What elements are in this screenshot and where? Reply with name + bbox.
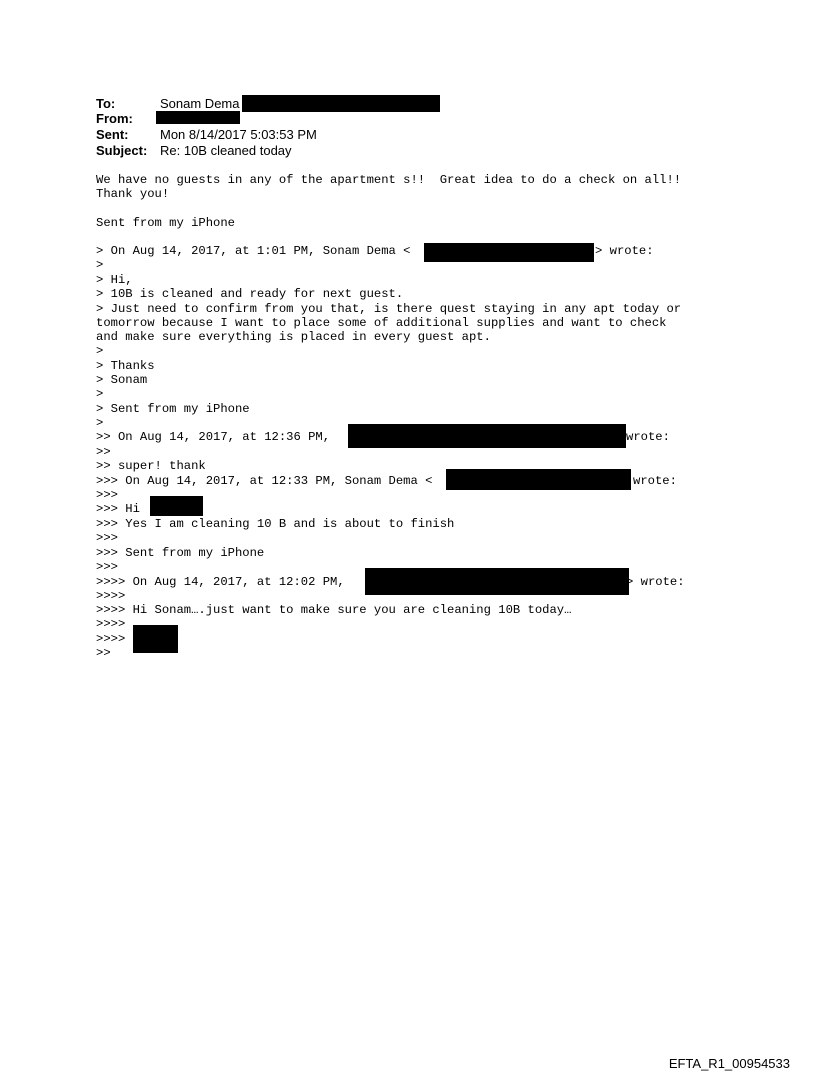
wrote-text: wrote: [626,430,670,444]
body-line: >>>> [96,632,126,646]
wrote-text: > wrote: [626,575,685,589]
body-line: >>> On Aug 14, 2017, at 12:33 PM, Sonam Dema < [96,474,433,488]
body-line: We have no guests in any of the apartment s!! Great idea to do a check on all!! [96,173,682,187]
body-line: > 10B is cleaned and ready for next guest. [96,287,404,301]
body-line: > [96,344,104,358]
redaction-from-name [156,111,240,124]
body-line: and make sure everything is placed in every guest apt. [96,330,491,344]
body-line: > [96,387,104,401]
redaction-email-1 [424,243,594,262]
body-line: >>>> [96,617,126,631]
body-line: >> super! thank [96,459,206,473]
body-line: >>> Yes I am cleaning 10 B and is about to finish [96,517,455,531]
body-line: >>> Sent from my iPhone [96,546,265,560]
redaction-sender-4 [365,568,629,595]
body-line: >>>> On Aug 14, 2017, at 12:02 PM, [96,575,345,589]
redaction-to-address [242,95,440,112]
body-line: >> [96,646,111,660]
body-line: >>> [96,488,118,502]
body-line: > Just need to confirm from you that, is there quest staying in any apt today or [96,302,682,316]
body-line: Sent from my iPhone [96,216,235,230]
body-line: >> On Aug 14, 2017, at 12:36 PM, [96,430,331,444]
redaction-signature [133,625,178,653]
body-line: >>> [96,560,118,574]
body-line: >> [96,445,111,459]
document-id: EFTA_R1_00954533 [668,1056,790,1071]
body-line: > Thanks [96,359,155,373]
body-line: > [96,258,104,272]
body-line: Thank you! [96,187,170,201]
subject-value: Re: 10B cleaned today [160,143,292,158]
wrote-text: > wrote: [595,244,654,258]
sent-label: Sent: [96,127,129,142]
wrote-text: wrote: [633,474,677,488]
body-line: >>> Hi [96,502,140,516]
body-line: > [96,416,104,430]
body-line: >>>> [96,589,126,603]
redaction-sender-2 [348,424,626,448]
redaction-greeting-name [150,496,203,516]
body-line: > Sent from my iPhone [96,402,250,416]
body-line: >>>> Hi Sonam….just want to make sure you are cleaning 10B today… [96,603,572,617]
sent-value: Mon 8/14/2017 5:03:53 PM [160,127,317,142]
body-line: >>> [96,531,118,545]
body-line: > Hi, [96,273,133,287]
body-line: > Sonam [96,373,148,387]
body-line: > On Aug 14, 2017, at 1:01 PM, Sonam Dema < [96,244,411,258]
to-label: To: [96,96,116,111]
subject-label: Subject: [96,143,148,158]
body-line: tomorrow because I want to place some of additional supplies and want to check [96,316,667,330]
redaction-email-3 [446,469,631,490]
to-value: Sonam Dema [160,96,240,111]
from-label: From: [96,111,133,126]
